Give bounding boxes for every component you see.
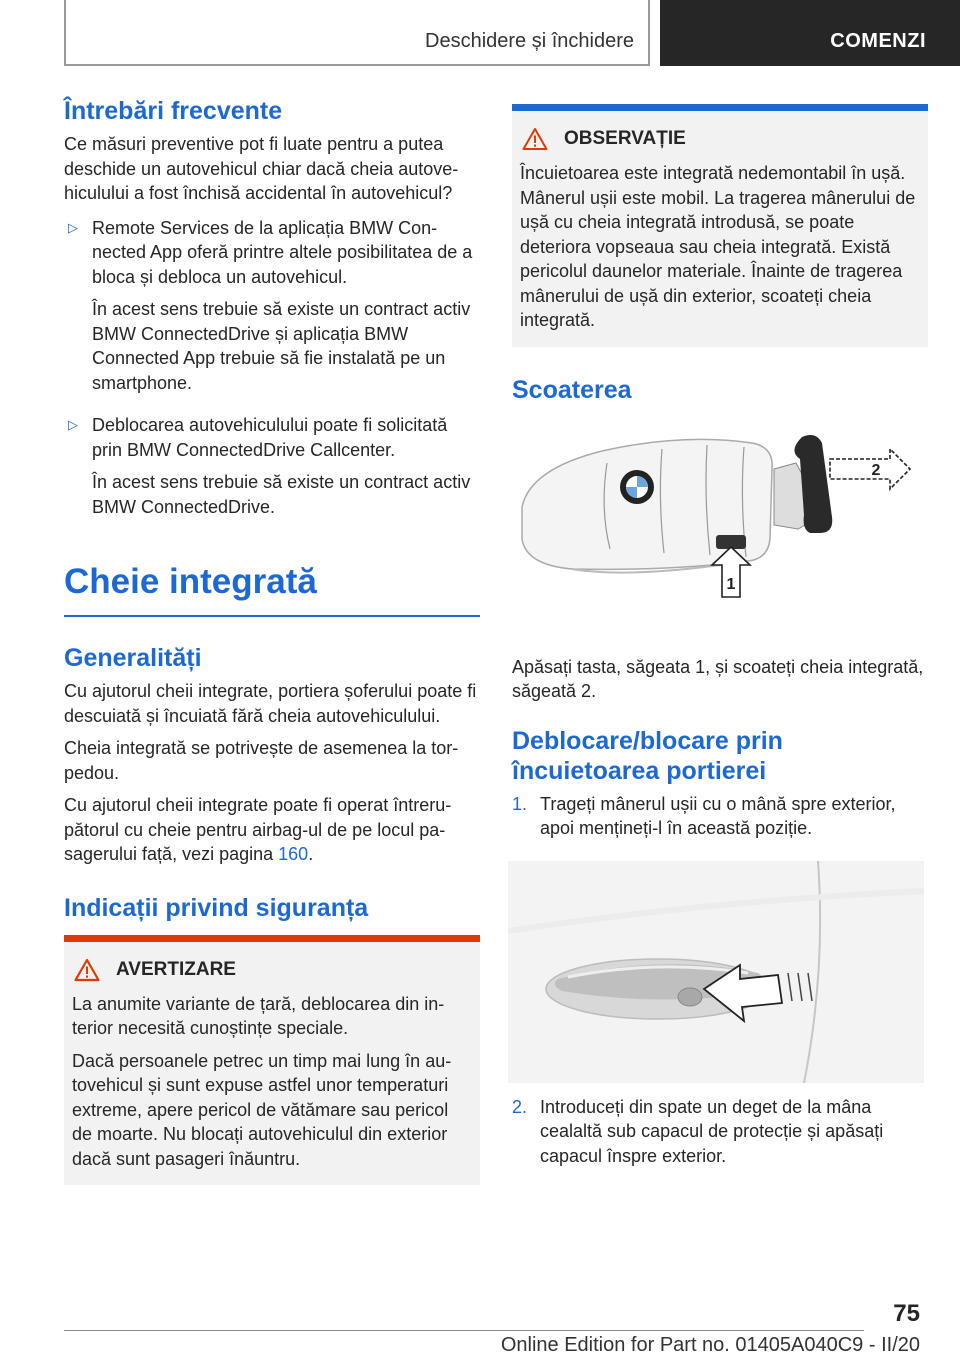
right-column (512, 96, 928, 1176)
header-divider (648, 0, 650, 66)
door-handle-illustration (508, 861, 924, 1083)
footer-rule (64, 1330, 864, 1331)
safety-heading: Indicații privind siguranța (64, 893, 369, 922)
note-box (512, 104, 928, 347)
step-number: 1. (512, 793, 528, 814)
warning-text: Dacă persoanele petrec un timp mai lung în autovehicul și sunt expuse astfel unor temperaturi extreme, apere pericol de vătămare sau pericol de moarte. Nu blocați autovehiculul din exterior dacă sunt pasageri înăuntru. (72, 1050, 452, 1169)
page-number: 75 (893, 1300, 920, 1327)
warning-bar (64, 935, 480, 942)
page-reference-link[interactable]: 160 (278, 844, 309, 864)
faq-item (64, 413, 480, 527)
faq-question: Ce măsuri preventive pot fi luate pentru a putea deschide un autovehicul chiar dacă cheia autovehiculului a fost închisă accidental în autovehicul? (64, 134, 459, 203)
note-title: OBSERVAȚIE (564, 128, 686, 149)
removal-heading: Scoaterea (512, 375, 632, 404)
warning-box (64, 935, 480, 1186)
faq-item-text: În acest sens trebuie să existe un contract activ BMW ConnectedDrive și aplicația BMW Connected App trebuie să fie instalată pe un smartphone. (92, 299, 471, 393)
step-text: Introduceți din spate un deget de la mâna cealaltă sub capacul de protecție și apăsați capacul înspre exterior. (540, 1096, 884, 1166)
header-left-rule (64, 0, 66, 66)
removal-text: Apăsați tasta, săgeata 1, și scoateți cheia integrată, săgeată 2. (512, 656, 924, 701)
section-tab[interactable]: COMENZI (660, 0, 960, 66)
faq-item-text: Remote Services de la aplicația BMW Connected App oferă printre altele posibilitatea de a bloca și debloca un autovehicul. (92, 217, 473, 287)
faq-item-text: Deblocarea autovehiculului poate fi solicitată prin BMW ConnectedDrive Callcenter. (92, 415, 448, 460)
faq-item (64, 216, 480, 404)
faq-item-text: În acest sens trebuie să existe un contract activ BMW ConnectedDrive. (92, 472, 471, 517)
caution-triangle-icon (522, 127, 548, 151)
note-text: Încuietoarea este integrată nedemontabil în ușă. Mânerul ușii este mobil. La tragerea mânerului de ușă cu cheia integrată introdusă, se poate deteriora vopseaua sau cheia integrată. Există pericolul daunelor materiale. Înainte de tragerea mânerului de ușă din exterior, scoateți cheia integrată. (520, 163, 916, 330)
step-item (512, 1095, 928, 1177)
key-heading: Cheie integrată (64, 561, 480, 617)
edition-text: Online Edition for Part no. 01405A040C9 - II/20 (500, 1334, 920, 1356)
arrow-1-label: 1 (726, 575, 736, 593)
general-paragraph: Cu ajutorul cheii integrate, portiera șoferului poate fi descuiată și încuiată fără cheia autovehiculului. (64, 681, 477, 726)
left-column (64, 96, 480, 1185)
arrow-2-label: 2 (871, 461, 881, 479)
step-item (512, 792, 928, 849)
note-bar (512, 104, 928, 111)
step-text: Trageți mânerul ușii cu o mână spre exterior, apoi mențineți-l în această poziție. (540, 793, 896, 838)
general-paragraph: Cheia integrată se potrivește de asemenea la torpedou. (64, 738, 459, 783)
faq-heading: Întrebări frecvente (64, 97, 283, 125)
warning-triangle-icon (74, 958, 100, 982)
triangle-bullet-icon: ▷ (68, 219, 78, 235)
chapter-title: Deschidere și închidere (425, 30, 634, 52)
header-bottom-rule (64, 64, 650, 66)
general-paragraph: Cu ajutorul cheii integrate poate fi operat întrerupătorul cu cheie pentru airbag-ul de pe locul pasagerului față, vezi pagina 160. (64, 795, 452, 864)
general-heading: Generalități (64, 644, 202, 672)
warning-title: AVERTIZARE (116, 958, 236, 980)
key-removal-illustration (512, 429, 928, 629)
step-number: 2. (512, 1096, 528, 1117)
unlock-heading: Deblocare/blocare prin încuietoarea portierei (512, 726, 783, 785)
triangle-bullet-icon: ▷ (68, 417, 78, 432)
warning-text: La anumite variante de țară, deblocarea din interior necesită cunoștințe speciale. (72, 993, 445, 1038)
